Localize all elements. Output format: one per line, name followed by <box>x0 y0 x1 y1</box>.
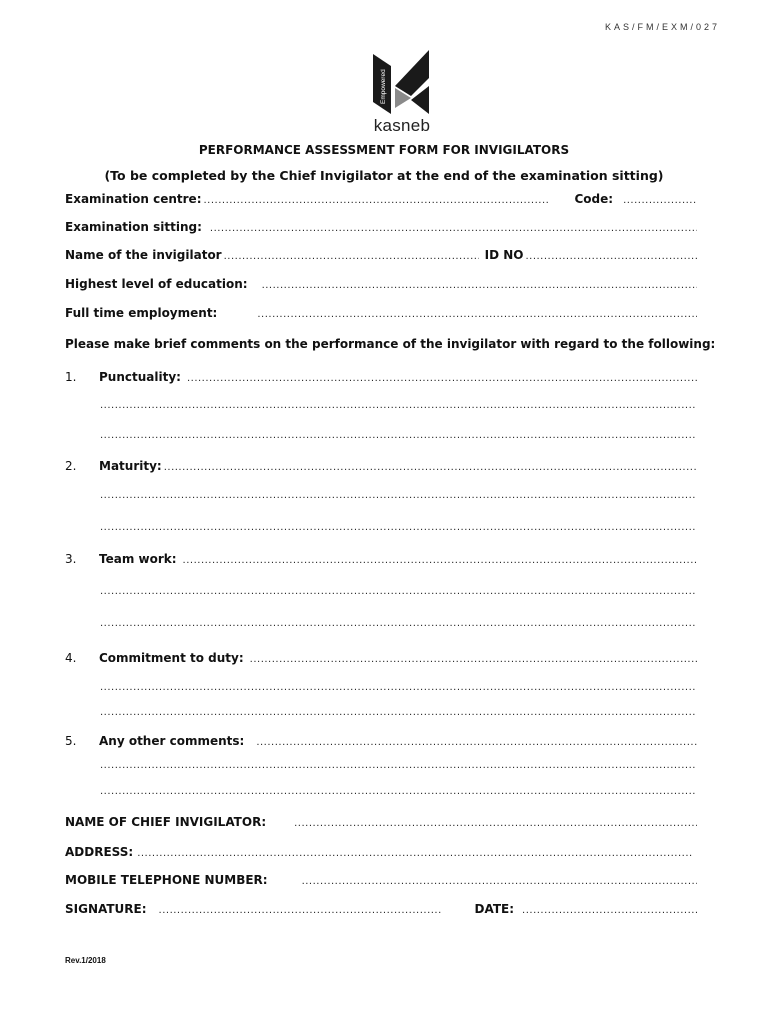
education-label: Highest level of education: <box>65 277 248 291</box>
item-row <box>65 734 697 752</box>
invigilator-name-row <box>65 248 697 266</box>
item-answer-line[interactable] <box>187 373 697 384</box>
logo-tagline: Empowered <box>380 69 387 104</box>
item-answer-line[interactable] <box>250 654 697 665</box>
exam-sitting-field[interactable] <box>210 223 697 234</box>
invigilator-name-field[interactable] <box>224 251 479 262</box>
exam-sitting-row <box>65 220 697 238</box>
item-answer-line[interactable] <box>183 555 697 566</box>
address-field[interactable] <box>137 848 693 859</box>
item-row <box>65 651 697 669</box>
employment-field[interactable] <box>257 309 697 320</box>
invigilator-name-label: Name of the invigilator <box>65 248 222 262</box>
signature-field[interactable] <box>159 905 441 916</box>
education-row <box>65 277 697 295</box>
date-label: DATE: <box>474 902 515 916</box>
exam-centre-row <box>65 192 697 210</box>
form-subtitle: (To be completed by the Chief Invigilator at the end of the examination sitting) <box>104 168 664 183</box>
item-continuation-line[interactable] <box>100 707 697 723</box>
form-title: PERFORMANCE ASSESSMENT FORM FOR INVIGILATORS <box>198 143 570 157</box>
exam-centre-label: Examination centre: <box>65 192 202 206</box>
item-number: 5. <box>65 734 77 748</box>
revision-label: Rev.1/2018 <box>65 956 106 965</box>
chief-name-label: NAME OF CHIEF INVIGILATOR: <box>65 815 267 829</box>
code-field[interactable] <box>623 195 697 206</box>
item-continuation-line[interactable] <box>100 522 697 538</box>
item-row <box>65 552 697 570</box>
item-continuation-line[interactable] <box>100 490 697 506</box>
signature-label: SIGNATURE: <box>65 902 147 916</box>
address-row <box>65 845 697 863</box>
item-label: Team work: <box>99 552 177 566</box>
mobile-row <box>65 873 697 891</box>
item-continuation-line[interactable] <box>100 400 697 416</box>
instructions-text: Please make brief comments on the performance of the invigilator with regard to the following: <box>65 337 716 351</box>
item-label: Commitment to duty: <box>99 651 244 665</box>
id-no-label: ID NO <box>484 248 524 262</box>
chief-name-field[interactable] <box>294 818 697 829</box>
employment-label: Full time employment: <box>65 306 218 320</box>
item-continuation-line[interactable] <box>100 682 697 698</box>
exam-sitting-label: Examination sitting: <box>65 220 202 234</box>
item-continuation-line[interactable] <box>100 760 697 776</box>
address-label: ADDRESS: <box>65 845 134 859</box>
item-number: 2. <box>65 459 77 473</box>
document-reference: KAS/FM/EXM/027 <box>604 22 720 32</box>
id-no-field[interactable] <box>525 251 697 262</box>
date-field[interactable] <box>522 905 697 916</box>
item-number: 1. <box>65 370 77 384</box>
item-number: 4. <box>65 651 77 665</box>
item-label: Maturity: <box>99 459 162 473</box>
employment-row <box>65 306 697 324</box>
item-continuation-line[interactable] <box>100 618 697 634</box>
item-continuation-line[interactable] <box>100 430 697 446</box>
item-row <box>65 459 697 477</box>
item-number: 3. <box>65 552 77 566</box>
logo-upper-wing <box>395 50 429 96</box>
exam-centre-field[interactable] <box>204 195 549 206</box>
item-label: Punctuality: <box>99 370 181 384</box>
item-label: Any other comments: <box>99 734 245 748</box>
mobile-field[interactable] <box>302 876 697 887</box>
item-answer-line[interactable] <box>164 462 697 473</box>
logo-wordmark: kasneb <box>373 116 431 135</box>
item-answer-line[interactable] <box>256 737 697 748</box>
signature-date-row <box>65 902 697 920</box>
chief-invigilator-row <box>65 815 697 833</box>
education-field[interactable] <box>262 280 697 291</box>
code-label: Code: <box>574 192 614 206</box>
item-continuation-line[interactable] <box>100 786 697 802</box>
mobile-label: MOBILE TELEPHONE NUMBER: <box>65 873 268 887</box>
item-row <box>65 370 697 388</box>
item-continuation-line[interactable] <box>100 586 697 602</box>
